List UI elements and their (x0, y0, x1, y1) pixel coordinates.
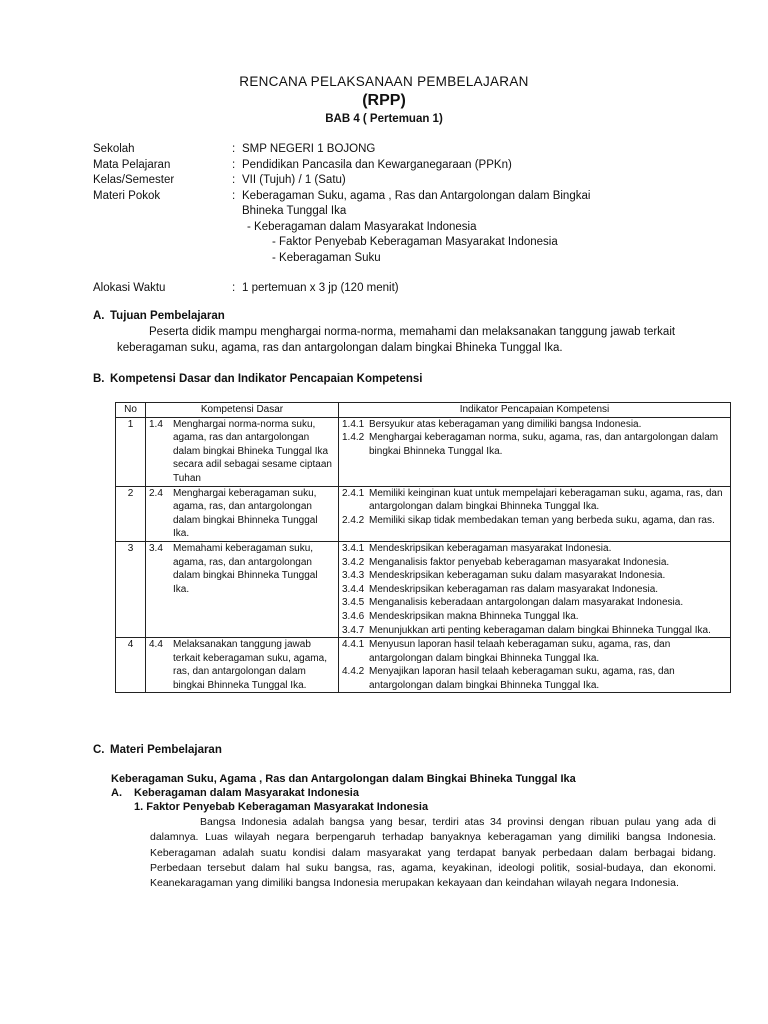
indicator-item (342, 569, 727, 583)
indicator-item (342, 418, 727, 432)
indicator-cell (339, 638, 731, 693)
indicator-number: 2.4.2 (342, 514, 365, 526)
row-number: 3 (116, 541, 146, 637)
indicator-text: Menganalisis faktor penyebab keberagaman masyarakat Indonesia. (369, 556, 670, 568)
indicator-text: Mendeskripsikan keberagaman ras dalam masyarakat Indonesia. (369, 583, 659, 595)
indicator-text: Mendeskripsikan makna Bhinneka Tunggal Ika. (369, 610, 579, 622)
indicator-item (342, 514, 727, 528)
competency-text: Memahami keberagaman suku, agama, ras, dan antargolongan dalam bingkai Bhinneka Tunggal Ika. (173, 542, 318, 595)
indicator-text: Mendeskripsikan keberagaman suku dalam masyarakat Indonesia. (369, 570, 666, 582)
indicator-number: 3.4.1 (342, 542, 365, 554)
identity-value: - Faktor Penyebab Keberagaman Masyarakat Indonesia (272, 236, 558, 248)
indicator-text: Menyusun laporan hasil telaah keberagaman suku, agama, ras, dan antargolongan dalam bingkai Bhinneka Tunggal Ika. (369, 639, 671, 664)
identity-row-subject (93, 158, 713, 174)
identity-row-topic-sub (93, 220, 713, 236)
section-title: Tujuan Pembelajaran (110, 310, 225, 322)
competency-table (115, 402, 731, 693)
indicator-item (342, 556, 727, 570)
identity-value: Pendidikan Pancasila dan Kewarganegaraan (PPKn) (242, 158, 512, 171)
competency-number: 1.4 (149, 418, 163, 430)
indicator-number: 2.4.1 (342, 487, 365, 499)
indicator-item (342, 596, 727, 610)
competency-number: 2.4 (149, 487, 163, 499)
indicator-number: 4.4.2 (342, 666, 365, 678)
indicator-text: Menyajikan laporan hasil telaah keberagaman suku, agama, ras, dan antargolongan dalam bingkai Bhinneka Tunggal Ika. (369, 666, 675, 691)
indicator-number: 1.4.1 (342, 418, 365, 430)
identity-row-topic-sub2 (93, 235, 713, 251)
section-number: C. (93, 744, 105, 756)
table-row (116, 486, 731, 541)
identity-value: Keberagaman Suku, agama , Ras dan Antargolongan dalam Bingkai (242, 189, 591, 202)
competency-text: Menghargai norma-norma suku, agama, ras dan antargolongan dalam bingkai Bhineka Tunggal Ika secara adil sebagai sesame ciptaan Tuhan (173, 418, 332, 484)
competency-cell (146, 486, 339, 541)
materi-sub-a-num: A. (111, 787, 122, 799)
indicator-number: 3.4.2 (342, 556, 365, 568)
competency-text: Melaksanakan tanggung jawab terkait keberagaman suku, agama, ras, dan antargolongan dalam bingkai Bhinneka Tunggal Ika. (173, 639, 327, 691)
row-number: 2 (116, 486, 146, 541)
indicator-number: 4.4.1 (342, 639, 365, 651)
indicator-item (342, 665, 727, 692)
table-header: No (116, 403, 146, 418)
identity-label: Kelas/Semester (93, 174, 175, 186)
indicator-number: 3.4.4 (342, 583, 365, 595)
document-title: RENCANA PELAKSANAAN PEMBELAJARAN (239, 74, 529, 89)
indicator-text: Menghargai keberagaman norma, suku, agama, ras, dan antargolongan dalam bingkai Bhinneka Tunggal Ika. (369, 432, 719, 457)
indicator-text: Menunjukkan arti penting keberagaman dalam bingkai Bhinneka Tunggal Ika. (369, 624, 711, 636)
indicator-text: Menganalisis keberadaan antargolongan dalam masyarakat Indonesia. (369, 597, 684, 609)
section-a-heading (93, 310, 225, 322)
identity-row-topic-cont (93, 204, 713, 220)
materi-sub-a-title: Keberagaman dalam Masyarakat Indonesia (134, 787, 359, 799)
document-subtitle: (RPP) (362, 92, 406, 109)
identity-row-school (93, 142, 713, 158)
section-a-line1: Peserta didik mampu menghargai norma-norma, memahami dan melaksanakan tanggung jawab terkait (149, 326, 676, 338)
identity-value: - Keberagaman dalam Masyarakat Indonesia (247, 220, 477, 233)
competency-cell (146, 541, 339, 637)
indicator-number: 3.4.3 (342, 570, 365, 582)
materi-sub-1: 1. Faktor Penyebab Keberagaman Masyarakat Indonesia (134, 801, 429, 813)
identity-colon: : (232, 189, 236, 202)
identity-value: SMP NEGERI 1 BOJONG (242, 143, 376, 155)
table-row (116, 541, 731, 637)
competency-number: 4.4 (149, 639, 163, 651)
identity-row-time (93, 281, 713, 297)
section-number: A. (93, 310, 105, 322)
table-row (116, 417, 731, 486)
indicator-item (342, 487, 727, 514)
identity-value: 1 pertemuan x 3 jp (120 menit) (242, 282, 399, 294)
table-row (116, 638, 731, 693)
section-title: Materi Pembelajaran (110, 744, 222, 756)
indicator-item (342, 583, 727, 597)
identity-label: Mata Pelajaran (93, 158, 171, 171)
section-b-heading (93, 373, 423, 385)
competency-cell (146, 638, 339, 693)
table-header: Indikator Pencapaian Kompetensi (339, 403, 731, 418)
identity-value: VII (Tujuh) / 1 (Satu) (242, 174, 346, 186)
materi-topic: Keberagaman Suku, Agama , Ras dan Antargolongan dalam Bingkai Bhineka Tunggal Ika (111, 773, 576, 785)
section-title: Kompetensi Dasar dan Indikator Pencapaian Kompetensi (110, 373, 423, 385)
section-number: B. (93, 373, 105, 385)
competency-text: Menghargai keberagaman suku, agama, ras, dan antargolongan dalam bingkai Bhinneka Tunggal Ika. (173, 487, 318, 540)
identity-colon: : (232, 282, 236, 294)
materi-sub-a (111, 787, 359, 799)
identity-colon: : (232, 174, 236, 186)
identity-label: Alokasi Waktu (93, 282, 166, 294)
indicator-cell (339, 541, 731, 637)
indicator-number: 3.4.6 (342, 610, 365, 622)
identity-block (93, 142, 713, 297)
indicator-cell (339, 486, 731, 541)
indicator-item (342, 610, 727, 624)
indicator-item (342, 542, 727, 556)
materi-paragraph (150, 815, 716, 891)
identity-row-topic-sub3 (93, 251, 713, 267)
identity-row-class (93, 173, 713, 189)
competency-cell (146, 417, 339, 486)
indicator-item (342, 638, 727, 665)
competency-number: 3.4 (149, 542, 163, 554)
chapter-heading: BAB 4 ( Pertemuan 1) (325, 113, 443, 125)
indicator-number: 3.4.7 (342, 624, 365, 636)
indicator-number: 3.4.5 (342, 597, 365, 609)
table-header: Kompetensi Dasar (146, 403, 339, 418)
indicator-text: Mendeskripsikan keberagaman masyarakat Indonesia. (369, 542, 612, 554)
identity-label: Materi Pokok (93, 189, 161, 202)
indicator-cell (339, 417, 731, 486)
indicator-text: Bersyukur atas keberagaman yang dimiliki bangsa Indonesia. (369, 418, 642, 430)
indicator-number: 1.4.2 (342, 432, 365, 444)
indicator-item (342, 624, 727, 638)
identity-row-topic (93, 189, 713, 205)
row-number: 4 (116, 638, 146, 693)
table-body (116, 417, 731, 693)
indicator-text: Memiliki keinginan kuat untuk mempelajari keberagaman suku, agama, ras, dan antargolongan dalam bingkai Bhinneka Tunggal Ika. (369, 487, 723, 513)
row-number: 1 (116, 417, 146, 486)
table-header-row (116, 403, 731, 418)
identity-colon: : (232, 158, 236, 171)
identity-value: Bhineka Tunggal Ika (242, 205, 347, 217)
indicator-text: Memiliki sikap tidak membedakan teman yang berbeda suku, agama, dan ras. (369, 514, 715, 526)
identity-colon: : (232, 143, 236, 155)
materi-paragraph-text: Bangsa Indonesia adalah bangsa yang besar, terdiri atas 34 provinsi dengan ribuan pulau yang ada di dalamnya. Luas wilayah negara berpengaruh terhadap banyaknya keberagaman yang dimiliki bangsa Indonesia. Keberagaman adalah suatu kondisi dalam masyarakat yang terdapat banyak perbedaan dalam berbagai bidang. Perbedaan tersebut dalam hal suku bangsa, ras, agama, keyakinan, ideologi politik, sosial-budaya, dan ekonomi. Keanekaragaman yang dimiliki bangsa Indonesia merupakan kekayaan dan keindahan wilayah negara Indonesia. (150, 816, 716, 890)
section-a-line2: keberagaman suku, agama, ras dan antargolongan dalam bingkai Bhineka Tunggal Ika. (117, 342, 563, 354)
section-c-heading (93, 744, 222, 756)
identity-label: Sekolah (93, 143, 135, 155)
indicator-item (342, 431, 727, 458)
identity-value: - Keberagaman Suku (272, 251, 381, 264)
